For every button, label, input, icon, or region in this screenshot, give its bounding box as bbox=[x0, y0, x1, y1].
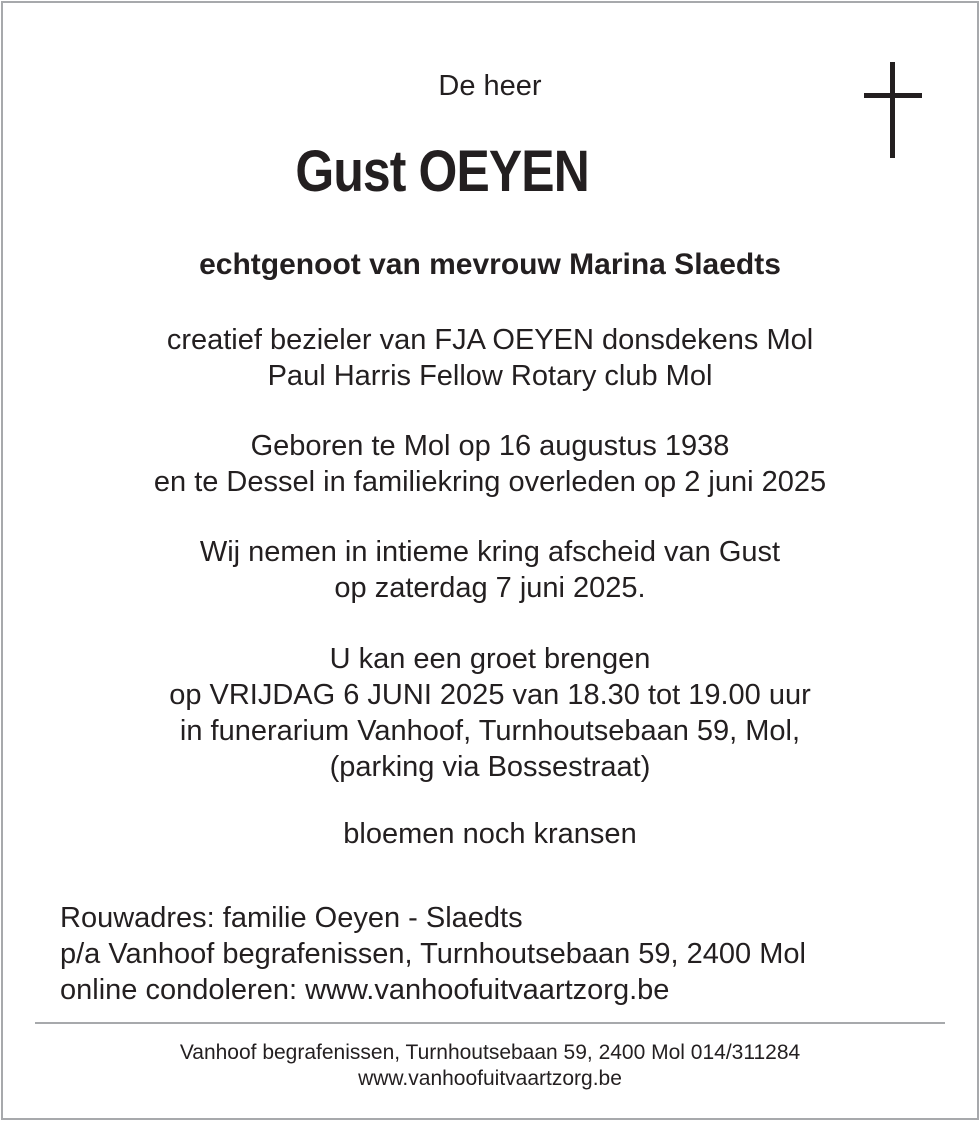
visitation-line-4: (parking via Bossestraat) bbox=[329, 751, 651, 783]
footer-website[interactable]: www.vanhoofuitvaartzorg.be bbox=[358, 1067, 622, 1090]
role-line-1: creatief bezieler van FJA OEYEN donsdekens Mol bbox=[166, 324, 814, 356]
visitation-line-2: op VRIJDAG 6 JUNI 2025 van 18.30 tot 19.00 uur bbox=[169, 679, 811, 711]
farewell-line-1: Wij nemen in intieme kring afscheid van Gust bbox=[199, 536, 781, 568]
death-line: en te Dessel in familiekring overleden op 2 juni 2025 bbox=[153, 466, 827, 498]
spouse-line: echtgenoot van mevrouw Marina Slaedts bbox=[199, 248, 781, 281]
address-line-2: p/a Vanhoof begrafenissen, Turnhoutsebaan 59, 2400 Mol bbox=[60, 938, 806, 970]
footer-divider bbox=[35, 1022, 945, 1024]
flowers-note: bloemen noch kransen bbox=[343, 818, 637, 850]
birth-line: Geboren te Mol op 16 augustus 1938 bbox=[250, 430, 730, 462]
address-line-1: Rouwadres: familie Oeyen - Slaedts bbox=[60, 902, 523, 934]
deceased-name: Gust OEYEN bbox=[295, 139, 589, 204]
title-prefix: De heer bbox=[438, 70, 542, 102]
condolence-link[interactable]: online condoleren: www.vanhoofuitvaartzorg.be bbox=[60, 974, 670, 1006]
visitation-line-3: in funerarium Vanhoof, Turnhoutsebaan 59, Mol, bbox=[179, 715, 801, 747]
role-line-2: Paul Harris Fellow Rotary club Mol bbox=[267, 360, 713, 392]
visitation-line-1: U kan een groet brengen bbox=[329, 643, 651, 675]
farewell-line-2: op zaterdag 7 juni 2025. bbox=[334, 572, 646, 604]
footer-address: Vanhoof begrafenissen, Turnhoutsebaan 59, 2400 Mol 014/311284 bbox=[179, 1041, 801, 1064]
